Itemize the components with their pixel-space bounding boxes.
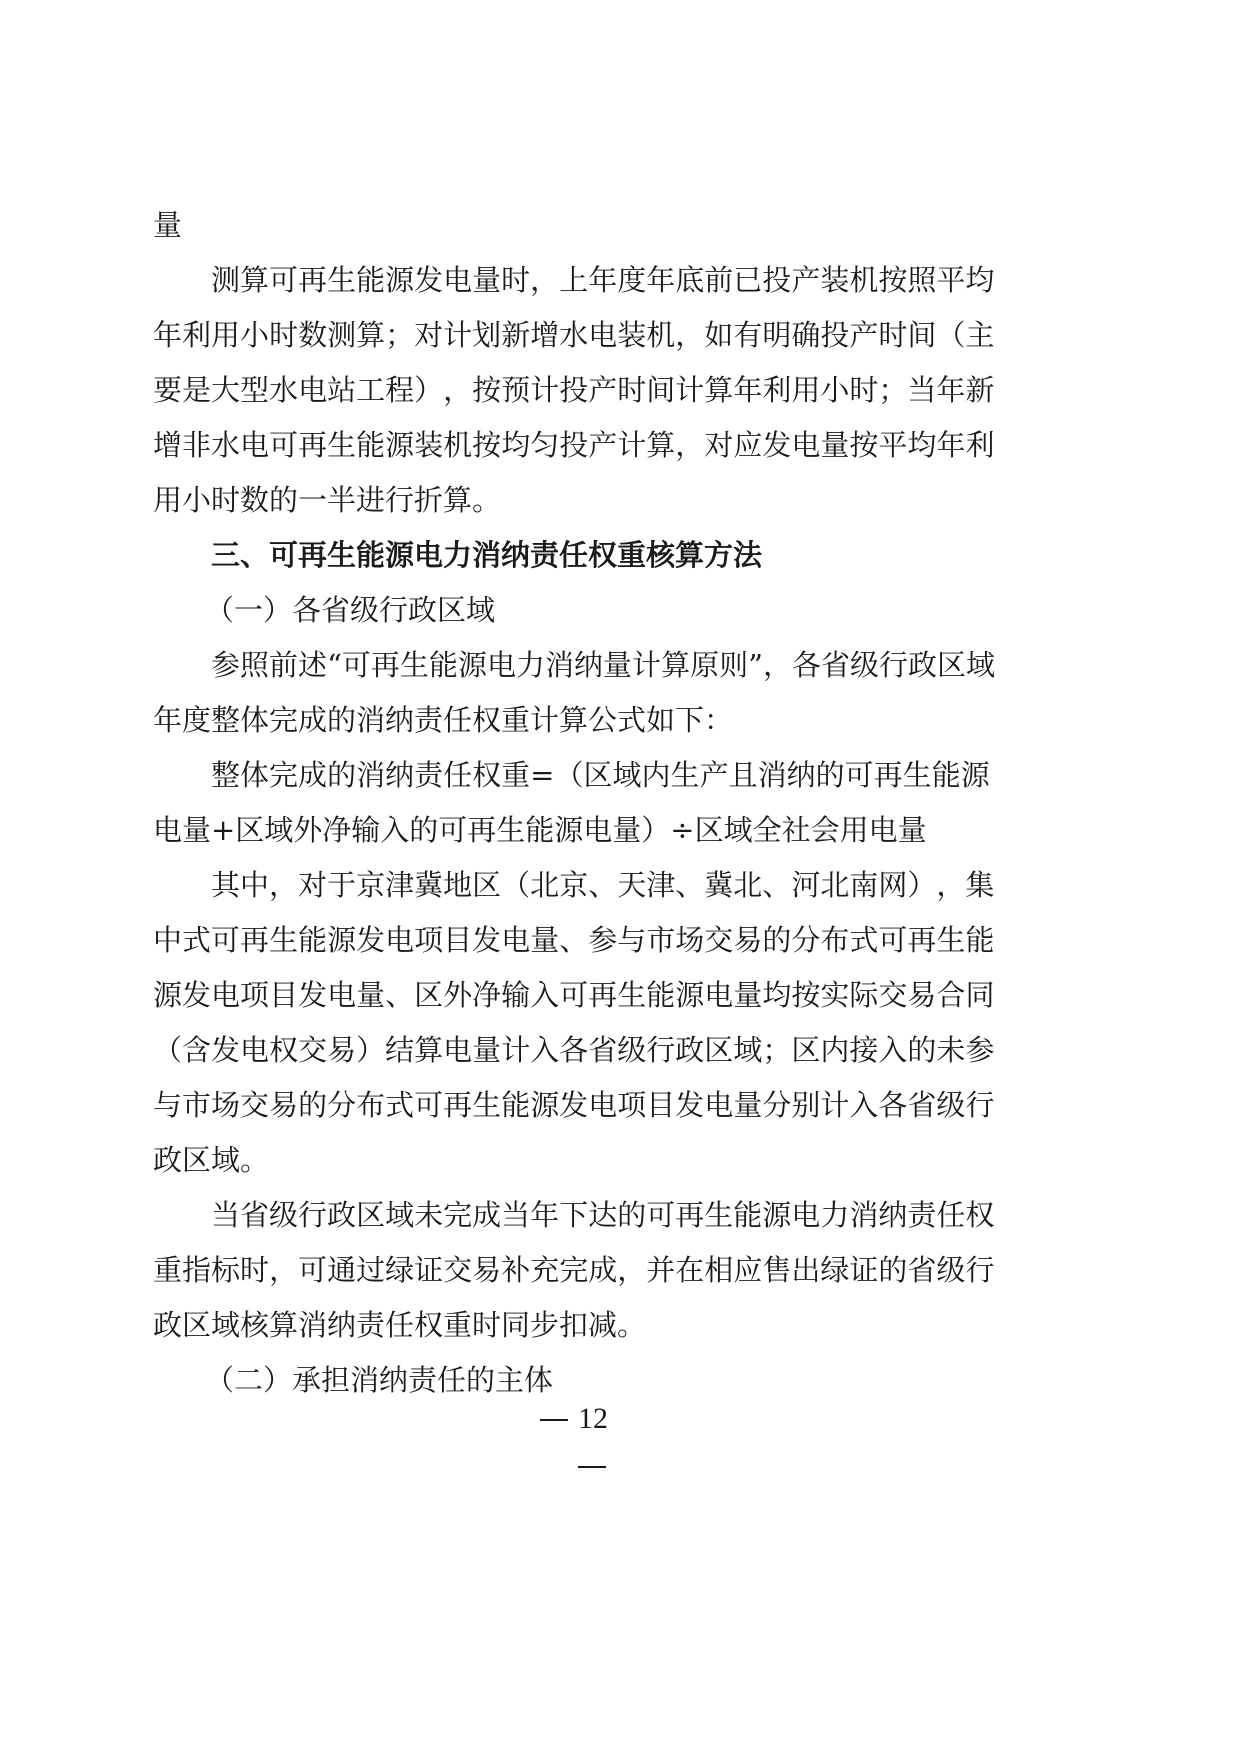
- text-line: 其 中 ， 对 于 京 津 冀 地 区 （ 北 京 、 天 津 、 冀 北 、 河 北 南 网 ） ， 集: [211, 868, 995, 902]
- text-line: 政区域核算消纳责任权重时同步扣减。: [153, 1308, 647, 1342]
- text-line: 源 发 电 项 目 发 电 量 、 区 外 净 输 入 可 再 生 能 源 电 量 均 按 实 际 交 易 合 同: [153, 978, 995, 1012]
- text-line: 测 算 可 再 生 能 源 发 电 量 时 ， 上 年 度 年 底 前 已 投 产 装 机 按 照 平 均: [211, 263, 995, 297]
- page-number: 12: [578, 1402, 608, 1435]
- text-line: 参 照 前 述 “ 可 再 生 能 源 电 力 消 纳 量 计 算 原 则 ” ， 各 省 级 行 政 区 域: [211, 648, 996, 682]
- section-heading: 三、可再生能源电力消纳责任权重核算方法: [211, 538, 763, 572]
- text-line: 政区域。: [153, 1143, 270, 1177]
- text-line: 中 式 可 再 生 能 源 发 电 项 目 发 电 量 、 参 与 市 场 交 易 的 分 布 式 可 再 生 能: [153, 923, 995, 957]
- text-line: 量: [153, 208, 183, 242]
- text-line: （ 含 发 电 权 交 易 ） 结 算 电 量 计 入 各 省 级 行 政 区 域 ； 区 内 接 入 的 未 参: [153, 1033, 995, 1067]
- footer-dash-bottom: [578, 1466, 606, 1468]
- footer-dash-left: [540, 1419, 568, 1421]
- text-line: 重 指 标 时 ， 可 通 过 绿 证 交 易 补 充 完 成 ， 并 在 相 应 售 出 绿 证 的 省 级 行: [153, 1253, 995, 1287]
- text-line: 增 非 水 电 可 再 生 能 源 装 机 按 均 匀 投 产 计 算 ， 对 应 发 电 量 按 平 均 年 利: [153, 428, 995, 462]
- formula-line: 电量+区域外净输入的可再生能源电量）÷区域全社会用电量: [153, 813, 927, 847]
- text-line: 年 利 用 小 时 数 测 算 ； 对 计 划 新 增 水 电 装 机 ， 如 有 明 确 投 产 时 间 （ 主: [153, 318, 995, 352]
- text-line: 用小时数的一半进行折算。: [153, 483, 502, 517]
- text-line: 当 省 级 行 政 区 域 未 完 成 当 年 下 达 的 可 再 生 能 源 电 力 消 纳 责 任 权: [211, 1198, 995, 1232]
- text-line: 要 是 大 型 水 电 站 工 程 ） ， 按 预 计 投 产 时 间 计 算 年 利 用 小 时 ； 当 年 新: [153, 373, 995, 407]
- formula-line: 整 体 完 成 的 消 纳 责 任 权 重 = （ 区 域 内 生 产 且 消 纳 的 可 再 生 能 源: [211, 758, 990, 792]
- subsection-heading: （二）承担消纳责任的主体: [205, 1363, 554, 1397]
- text-line: 与 市 场 交 易 的 分 布 式 可 再 生 能 源 发 电 项 目 发 电 量 分 别 计 入 各 省 级 行: [153, 1088, 995, 1122]
- text-line: 年度整体完成的消纳责任权重计算公式如下：: [153, 703, 734, 737]
- subsection-heading: （一）各省级行政区域: [205, 593, 496, 627]
